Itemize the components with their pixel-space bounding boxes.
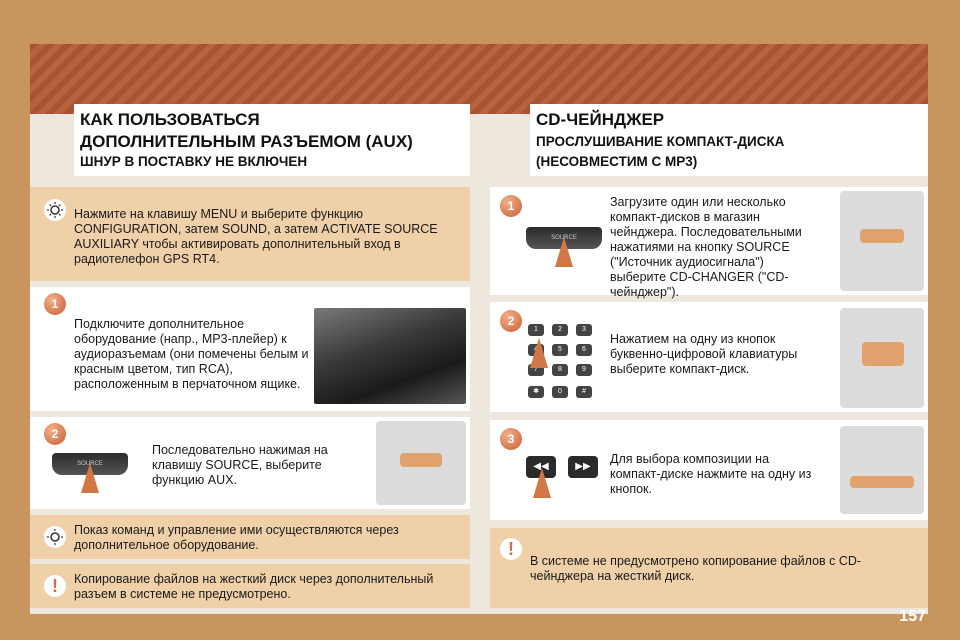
right-title: CD-ЧЕЙНДЖЕР xyxy=(536,110,665,129)
key-1: 1 xyxy=(528,324,544,336)
source-button-image: SOURCE xyxy=(52,453,128,475)
key-2: 2 xyxy=(552,324,568,336)
previous-track-icon: ◀◀ xyxy=(526,456,556,478)
warning-icon: ! xyxy=(500,538,522,560)
right-warning-text: В системе не предусмотрено копирование файлов с CD-чейнджера на жесткий диск. xyxy=(530,554,862,583)
right-step1-box xyxy=(490,187,928,299)
step-badge: 3 xyxy=(500,428,522,450)
bulb-icon xyxy=(44,526,66,548)
left-step2-box xyxy=(30,417,470,509)
arrow-up-icon xyxy=(533,468,551,498)
step-badge: 1 xyxy=(44,293,66,315)
right-subtitle-line2: (НЕСОВМЕСТИМ С MP3) xyxy=(536,154,698,169)
right-step1-text: Загрузите один или несколько компакт-дисков в магазин чейнджера. Последовательными нажатиями на кнопку SOURCE ("Источник аудиосигнала") выберите CD-CHANGER ("CD-чейнджер"). xyxy=(610,195,802,299)
source-button-image: SOURCE xyxy=(526,227,602,249)
left-tip2-box xyxy=(30,515,470,559)
left-title-line2: ДОПОЛНИТЕЛЬНЫМ РАЗЪЕМОМ (AUX) xyxy=(80,132,413,151)
arrow-up-icon xyxy=(81,463,99,493)
radio-panel-image xyxy=(840,426,924,514)
arrow-up-icon xyxy=(555,237,573,267)
radio-highlight xyxy=(862,342,904,366)
right-subtitle-line1: ПРОСЛУШИВАНИЕ КОМПАКТ-ДИСКА xyxy=(536,134,785,149)
right-warning-box xyxy=(490,528,928,608)
right-step2-text: Нажатием на одну из кнопок буквенно-цифровой клавиатуры выберите компакт-диск. xyxy=(610,332,798,376)
key-7: 7 xyxy=(528,364,544,376)
key-6: 6 xyxy=(576,344,592,356)
page-number: 157 xyxy=(899,608,926,625)
glovebox-photo xyxy=(314,308,466,404)
left-header xyxy=(74,104,470,176)
radio-highlight xyxy=(860,229,904,243)
radio-highlight xyxy=(850,476,914,488)
left-subtitle: ШНУР В ПОСТАВКУ НЕ ВКЛЮЧЕН xyxy=(80,154,308,169)
key-star: ✱ xyxy=(528,386,544,398)
left-tip-box xyxy=(30,187,470,281)
left-step1-text: Подключите дополнительное оборудование (напр., MP3-плейер) к аудиоразъемам (они помечены белым и красным цветом, тип RCA), расположенным в перчаточном ящике. xyxy=(74,317,309,391)
arrow-up-icon xyxy=(530,338,548,368)
left-tip-text: Нажмите на клавишу MENU и выберите функцию CONFIGURATION, затем SOUND, а затем ACTIVATE SOURCE AUXILIARY чтобы активировать дополнительный вход в радиотелефон GPS RT4. xyxy=(74,207,438,266)
right-step3-box xyxy=(490,420,928,520)
left-tip2-text: Показ команд и управление ими осуществляются через дополнительное оборудование. xyxy=(74,523,399,552)
radio-highlight xyxy=(400,453,442,467)
left-warning-text: Копирование файлов на жесткий диск через дополнительный разъем в системе не предусмотрено. xyxy=(74,572,434,601)
left-title-line1: КАК ПОЛЬЗОВАТЬСЯ xyxy=(80,110,260,129)
next-track-icon: ▶▶ xyxy=(568,456,598,478)
right-step2-box xyxy=(490,302,928,412)
key-8: 8 xyxy=(552,364,568,376)
key-3: 3 xyxy=(576,324,592,336)
key-5: 5 xyxy=(552,344,568,356)
bulb-icon xyxy=(44,199,66,221)
step-badge: 1 xyxy=(500,195,522,217)
key-4: 4 xyxy=(528,344,544,356)
right-header xyxy=(530,104,928,176)
key-hash: # xyxy=(576,386,592,398)
radio-panel-image xyxy=(840,308,924,408)
radio-panel-image xyxy=(376,421,466,505)
key-0: 0 xyxy=(552,386,568,398)
warning-icon: ! xyxy=(44,575,66,597)
radio-panel-image xyxy=(840,191,924,291)
step-badge: 2 xyxy=(44,423,66,445)
left-step2-text: Последовательно нажимая на клавишу SOURCE, выберите функцию AUX. xyxy=(152,443,328,487)
key-9: 9 xyxy=(576,364,592,376)
right-step3-text: Для выбора композиции на компакт-диске нажмите на одну из кнопок. xyxy=(610,452,812,496)
step-badge: 2 xyxy=(500,310,522,332)
left-warning-box xyxy=(30,564,470,608)
